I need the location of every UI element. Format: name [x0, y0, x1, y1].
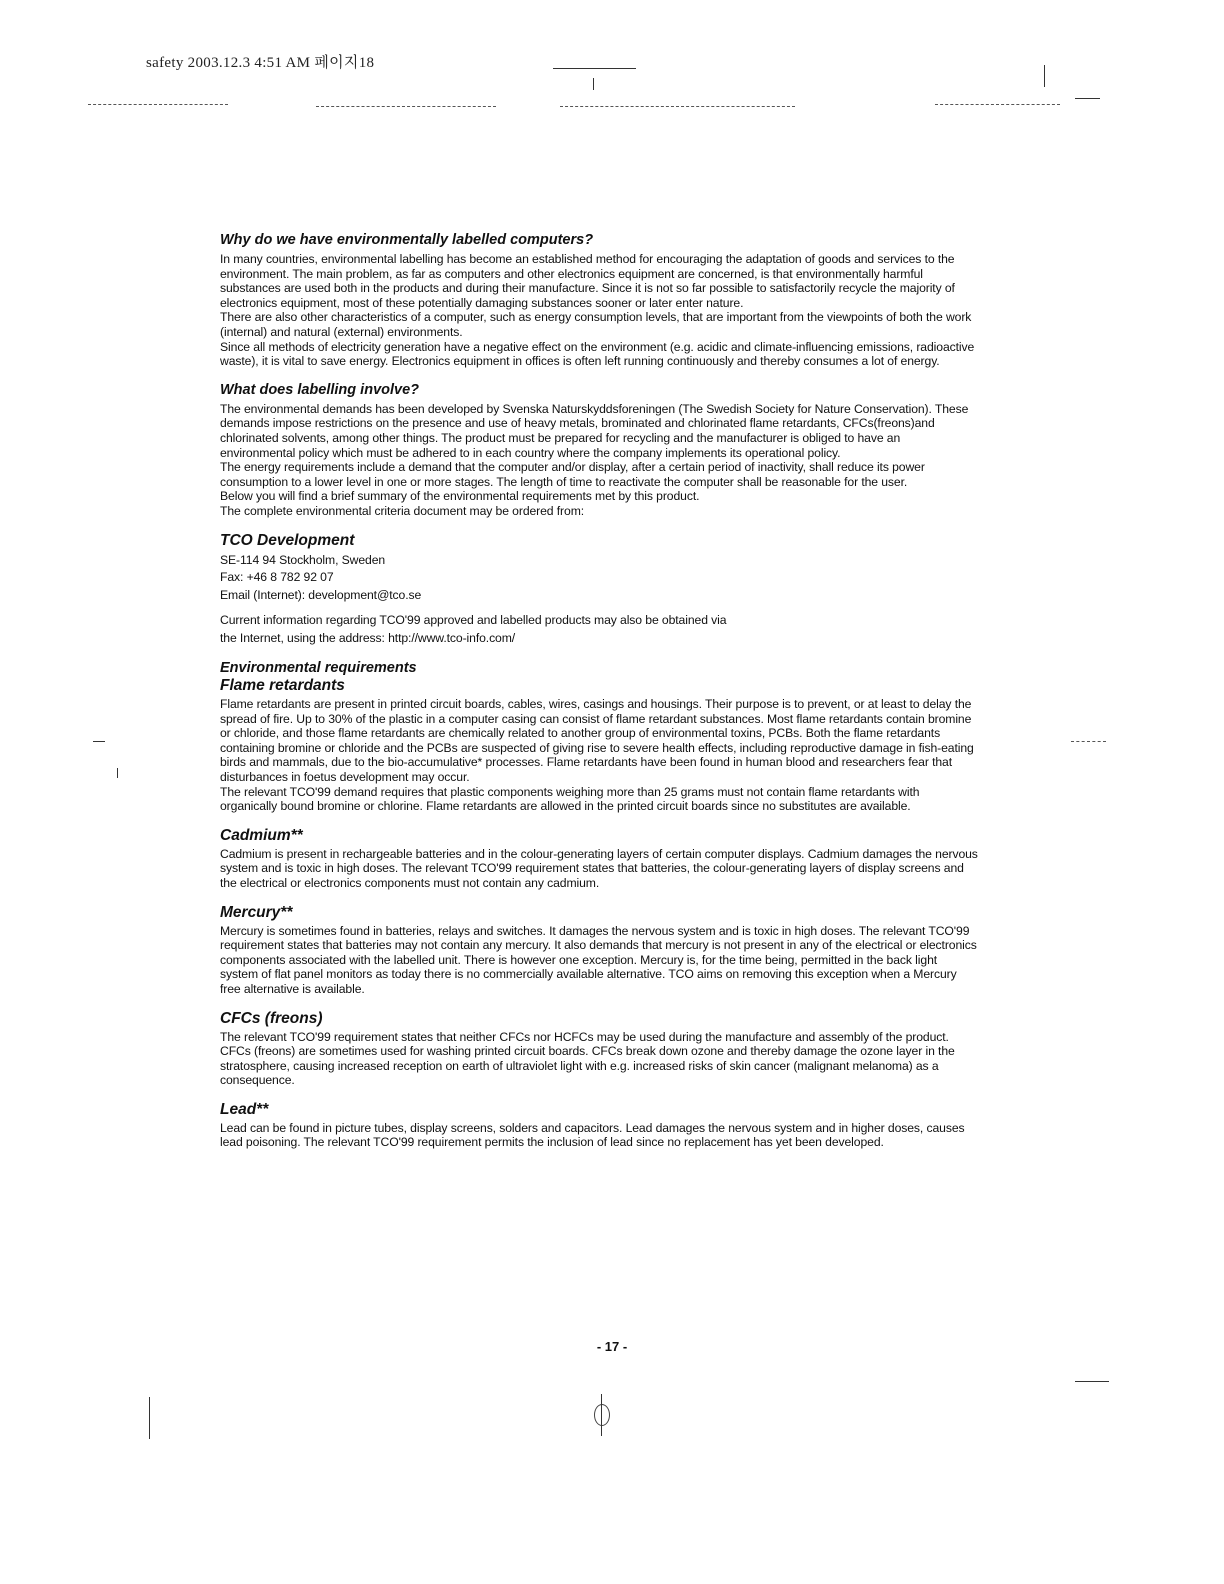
section-what-labelling — [220, 382, 978, 519]
paragraph: Flame retardants are present in printed circuit boards, cables, wires, casings and housings. Their purpose is to prevent, or at least to delay the spread of fire. Up to 30% of the plastic in a computer casing can consist of flame retardant substances. Most flame retardants contain bromine or chloride, and those flame retardants are chemically related to another group of environmental toxins, PCBs. Both the flame retardants containing bromine or chloride and the PCBs are suspected of giving rise to severe health effects, including reproductive damage in fish-eating birds and mammals, due to the bio-accumulative* processes. Flame retardants have been found in human blood and researchers fear that disturbances in foetus development may occur. — [220, 697, 974, 784]
paragraph: The relevant TCO'99 requirement states that neither CFCs nor HCFCs may be used during the manufacture and assembly of the product. CFCs (freons) are sometimes used for washing printed circuit boards. CFCs break down ozone and thereby damage the ozone layer in the stratosphere, causing increased reception on earth of ultraviolet light with e.g. increased risks of skin cancer (malignant melanoma) as a consequence. — [220, 1029, 955, 1088]
registration-mark-right — [1071, 741, 1106, 742]
paragraph: The complete environmental criteria document may be ordered from: — [220, 503, 585, 518]
section-heading: What does labelling involve? — [220, 381, 419, 398]
requirement-heading: Mercury** — [220, 903, 293, 921]
tco-email: Email (Internet): development@tco.se — [220, 587, 422, 602]
scan-noise-line-2 — [316, 106, 496, 107]
registration-mark-left — [93, 741, 105, 742]
registration-circle-bottom — [594, 1404, 610, 1426]
paragraph: In many countries, environmental labelling has become an established method for encouraging the adaptation of goods and services to the environment. The main problem, as far as computers and other electronics equipment are concerned, is that environmentally harmful substances are used both in the products and during their manufacture. Since it is not so far possible to satisfactorily recycle the majority of electronics equipment, most of these potentially damaging substances sooner or later enter nature. — [220, 252, 955, 310]
tco-address: SE-114 94 Stockholm, Sweden — [220, 552, 386, 567]
crop-mark-bottom-left — [149, 1397, 150, 1439]
requirement-flame-retardants — [220, 677, 978, 814]
section-heading: Why do we have environmentally labelled computers? — [220, 232, 594, 248]
paragraph: There are also other characteristics of a computer, such as energy consumption levels, that are important from the viewpoints of both the work (internal) and natural (external) environments. — [220, 310, 972, 339]
paragraph: The relevant TCO'99 demand requires that plastic components weighing more than 25 grams must not contain flame retardants with organically bound bromine or chlorine. Flame retardants are allowed in the printed circuit boards since no substitutes are available. — [220, 784, 920, 814]
crop-mark-top-right-line — [1075, 98, 1100, 99]
requirement-heading: CFCs (freons) — [220, 1009, 323, 1027]
requirement-heading: Lead** — [220, 1100, 269, 1118]
tco-heading: TCO Development — [220, 531, 355, 549]
scan-noise-line-4 — [935, 104, 1060, 105]
tco-fax: Fax: +46 8 782 92 07 — [220, 570, 334, 584]
paragraph: Cadmium is present in rechargeable batteries and in the colour-generating layers of certain computer displays. Cadmium damages the nervous system and is toxic in high doses. The relevant TCO'99 requirement states that batteries, the colour-generating layers of display screens and the electrical or electronics components must not contain any cadmium. — [220, 846, 978, 890]
crop-mark-top-right — [1044, 65, 1045, 87]
paragraph: Mercury is sometimes found in batteries, relays and switches. It damages the nervous system and is toxic in high doses. The relevant TCO'99 requirement states that batteries may not contain any mercury. It also demands that mercury is not present in any of the electrical or electronics components associated with the labelled unit. There is however one exception. Mercury is, for the time being, permitted in the back light system of flat panel monitors as today there is no commercially available alternative. TCO aims on removing this exception when a Mercury free alternative is available. — [220, 923, 977, 996]
environmental-requirements-heading: Environmental requirements — [220, 660, 417, 676]
requirement-lead — [220, 1101, 978, 1150]
tco-info-line-1: Current information regarding TCO'99 approved and labelled products may also be obtained via — [220, 613, 727, 627]
paragraph: Since all methods of electricity generation have a negative effect on the environment (e.g. acidic and climate-influencing emissions, radioactive waste), it is vital to save energy. Electronics equipment in offices is often left running continuously and thereby consumes a lot of energy. — [220, 339, 975, 369]
page-number: - 17 - — [596, 1339, 628, 1354]
requirement-heading: Cadmium** — [220, 826, 303, 844]
crop-mark-bottom-right — [1075, 1381, 1109, 1382]
paragraph: The energy requirements include a demand that the computer and/or display, after a certain period of inactivity, shall reduce its power consumption to a lower level in one or more stages. The length of time to reactivate the computer shall be reasonable for the user. — [220, 460, 925, 489]
paragraph: Lead can be found in picture tubes, display screens, solders and capacitors. Lead damages the nervous system and in higher doses, causes lead poisoning. The relevant TCO'99 requirement permits the inclusion of lead since no replacement has yet been developed. — [220, 1120, 965, 1150]
requirement-mercury — [220, 904, 978, 997]
print-header-stamp: safety 2003.12.3 4:51 AM 페이지18 — [146, 55, 375, 71]
crop-mark-top-center — [553, 68, 636, 69]
scan-noise-line-3 — [560, 106, 795, 107]
paragraph: The environmental demands has been developed by Svenska Naturskyddsforeningen (The Swedish Society for Nature Conservation). These demands impose restrictions on the presence and use of heavy metals, brominated and chlorinated flame retardants, CFCs(freons)and chlorinated solvents, among other things. The product must be prepared for recycling and the manufacturer is obliged to have an environmental policy which must be adhered to in each country where the company implements its operational policy. — [220, 401, 969, 460]
paragraph: Below you will find a brief summary of the environmental requirements met by this product. — [220, 489, 700, 504]
registration-mark-left-tick — [117, 768, 118, 778]
registration-circle-bottom-tick — [601, 1394, 602, 1436]
requirement-heading: Flame retardants — [220, 677, 345, 694]
tco-info-line-2: the Internet, using the address: http://www.tco-info.com/ — [220, 630, 516, 645]
requirement-cadmium — [220, 827, 978, 891]
crop-mark-top-center-tick — [593, 78, 594, 90]
requirement-cfcs — [220, 1010, 978, 1088]
section-tco-contact — [220, 532, 978, 648]
scan-noise-line-1 — [88, 104, 228, 105]
document-body — [220, 232, 978, 1150]
section-why-labelled — [220, 232, 978, 369]
